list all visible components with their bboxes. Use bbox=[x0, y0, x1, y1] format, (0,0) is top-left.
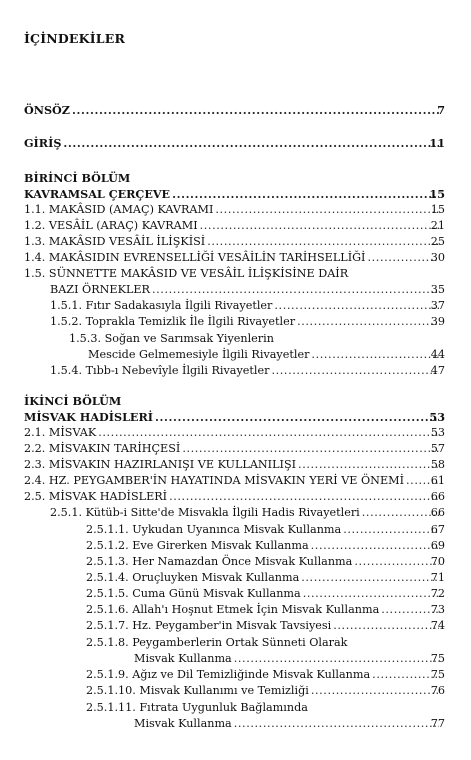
dot-leader bbox=[152, 282, 439, 298]
toc-page-number: 15 bbox=[430, 203, 445, 216]
toc-page-number: 72 bbox=[430, 587, 445, 600]
toc-entry bbox=[0, 586, 471, 602]
dot-leader bbox=[372, 667, 439, 683]
toc-page-number: 74 bbox=[430, 619, 445, 632]
dot-leader bbox=[182, 441, 439, 457]
toc-page-number: 76 bbox=[430, 684, 445, 697]
toc-entry bbox=[0, 425, 471, 441]
toc-page-number: 37 bbox=[430, 299, 445, 312]
dot-leader bbox=[234, 651, 439, 667]
toc-page-number: 61 bbox=[430, 474, 445, 487]
toc-page-number: 77 bbox=[430, 717, 445, 730]
toc-entry bbox=[0, 363, 471, 379]
dot-leader bbox=[63, 135, 439, 151]
toc-entry-title: 1.3. MAKÂSID VESÂİL İLİŞKİSİ bbox=[24, 235, 206, 248]
toc-entry-title: 2.1. MİSVAK bbox=[24, 426, 97, 439]
toc-entry bbox=[0, 602, 471, 618]
toc-page-number: 11 bbox=[429, 136, 445, 150]
dot-leader bbox=[297, 314, 439, 330]
toc-entry-title: 2.3. MİSVAKIN HAZIRLANIŞI VE KULLANILIŞI bbox=[24, 458, 297, 471]
toc-entry-title: 2.5.1.5. Cuma Günü Misvak Kullanma bbox=[86, 587, 301, 600]
toc-page-number: 66 bbox=[430, 490, 445, 503]
toc-entry bbox=[0, 457, 471, 473]
toc-entry-title: 2.5.1.4. Oruçluyken Misvak Kullanma bbox=[86, 571, 300, 584]
toc-entry-title: BİRİNCİ BÖLÜM bbox=[24, 171, 131, 185]
toc-page-number: 7 bbox=[437, 103, 445, 117]
toc-page-number: 67 bbox=[430, 523, 445, 536]
toc-entry bbox=[0, 135, 471, 151]
toc-entry-title: 2.5.1.3. Her Namazdan Önce Misvak Kullanma bbox=[86, 555, 353, 568]
dot-leader bbox=[98, 425, 439, 441]
toc-entry bbox=[0, 409, 471, 425]
toc-entry-title: 2.5.1.2. Eve Girerken Misvak Kullanma bbox=[86, 539, 309, 552]
toc-entry-title: 1.5.1. Fıtır Sadakasıyla İlgili Rivayetler bbox=[50, 299, 273, 312]
page-title: İÇİNDEKİLER bbox=[24, 31, 126, 46]
dot-leader bbox=[354, 554, 439, 570]
toc-entry bbox=[0, 683, 471, 699]
dot-leader bbox=[343, 522, 439, 538]
toc-entry bbox=[0, 570, 471, 586]
toc-entry bbox=[0, 347, 471, 363]
toc-entry-title: 2.5.1.7. Hz. Peygamber'in Misvak Tavsiyesi bbox=[86, 619, 332, 632]
toc-entry bbox=[0, 250, 471, 266]
toc-page-number: 70 bbox=[430, 555, 445, 568]
toc-entry bbox=[0, 218, 471, 234]
toc-page-number: 73 bbox=[430, 603, 445, 616]
toc-page-number: 75 bbox=[430, 668, 445, 681]
dot-leader bbox=[271, 363, 439, 379]
toc-entry bbox=[0, 489, 471, 505]
dot-leader bbox=[311, 683, 439, 699]
toc-entry bbox=[0, 716, 471, 732]
dot-leader bbox=[311, 347, 439, 363]
dot-leader bbox=[303, 586, 439, 602]
dot-leader bbox=[301, 570, 439, 586]
toc-entry bbox=[0, 282, 471, 298]
dot-leader bbox=[207, 234, 439, 250]
toc-entry-title: Misvak Kullanma bbox=[134, 717, 232, 730]
toc-entry bbox=[0, 186, 471, 202]
toc-page-number: 15 bbox=[429, 187, 445, 201]
toc-entry-title: GİRİŞ bbox=[24, 136, 62, 150]
dot-leader bbox=[200, 218, 439, 234]
toc-entry bbox=[0, 522, 471, 538]
toc-entry bbox=[0, 170, 471, 186]
toc-page-number: 44 bbox=[430, 348, 445, 361]
toc-entry bbox=[0, 202, 471, 218]
toc-page-number: 47 bbox=[430, 364, 445, 377]
toc-entry bbox=[0, 393, 471, 409]
toc-entry-title: MİSVAK HADİSLERİ bbox=[24, 410, 153, 424]
toc-entry bbox=[0, 234, 471, 250]
toc-entry-title: Mescide Gelmemesiyle İlgili Rivayetler bbox=[88, 348, 310, 361]
toc-entry-title: 1.1. MAKÂSID (AMAÇ) KAVRAMI bbox=[24, 203, 214, 216]
toc-entry-title: 1.5.3. Soğan ve Sarımsak Yiyenlerin bbox=[69, 332, 274, 345]
dot-leader bbox=[72, 102, 439, 118]
toc-entry-title: 2.5.1.6. Allah'ı Hoşnut Etmek İçin Misvak Kullanma bbox=[86, 603, 380, 616]
toc-entry bbox=[0, 266, 471, 282]
toc-entry-title: KAVRAMSAL ÇERÇEVE bbox=[24, 187, 171, 201]
toc-entry bbox=[0, 651, 471, 667]
toc-entry bbox=[0, 298, 471, 314]
dot-leader bbox=[155, 409, 439, 425]
toc-entry bbox=[0, 618, 471, 634]
toc-page-number: 58 bbox=[430, 458, 445, 471]
toc-entry bbox=[0, 667, 471, 683]
toc-entry-title: 1.5.2. Toprakla Temizlik İle İlgili Rivayetler bbox=[50, 315, 296, 328]
toc-entry-title: Misvak Kullanma bbox=[134, 652, 232, 665]
toc-page-number: 35 bbox=[430, 283, 445, 296]
toc-page-number: 25 bbox=[430, 235, 445, 248]
toc-page-number: 57 bbox=[430, 442, 445, 455]
toc-entry bbox=[0, 441, 471, 457]
toc-entry bbox=[0, 554, 471, 570]
toc-page-number: 39 bbox=[430, 315, 445, 328]
dot-leader bbox=[215, 202, 439, 218]
toc-entry-title: 2.5. MİSVAK HADİSLERİ bbox=[24, 490, 168, 503]
toc-entry-title: 1.4. MAKÂSIDIN EVRENSELLİĞİ VESÂİLİN TARİHSELLİĞİ bbox=[24, 251, 366, 264]
toc-entry-title: ÖNSÖZ bbox=[24, 103, 70, 117]
toc-entry-title: 1.5. SÜNNETTE MAKÂSID VE VESÂİL İLİŞKİSİNE DAİR bbox=[24, 267, 349, 280]
toc-page-number: 53 bbox=[430, 426, 445, 439]
toc-page-number: 71 bbox=[430, 571, 445, 584]
dot-leader bbox=[298, 457, 439, 473]
dot-leader bbox=[367, 250, 439, 266]
toc-entry-title: 2.5.1. Kütüb-i Sitte'de Misvakla İlgili Hadis Rivayetleri bbox=[50, 506, 360, 519]
toc-entry bbox=[0, 505, 471, 521]
dot-leader bbox=[311, 538, 439, 554]
toc-entry-title: 2.5.1.11. Fıtrata Uygunluk Bağlamında bbox=[86, 701, 308, 714]
dot-leader bbox=[274, 298, 439, 314]
toc-entry-title: 1.5.4. Tıbb-ı Nebevîyle İlgili Rivayetler bbox=[50, 364, 270, 377]
toc-entry-title: 2.5.1.1. Uykudan Uyanınca Misvak Kullanma bbox=[86, 523, 342, 536]
toc-page-number: 53 bbox=[429, 410, 445, 424]
toc-entry bbox=[0, 314, 471, 330]
toc-page-number: 69 bbox=[430, 539, 445, 552]
toc-entry bbox=[0, 331, 471, 347]
toc-entry-title: 2.2. MİSVAKIN TARİHÇESİ bbox=[24, 442, 181, 455]
dot-leader bbox=[169, 489, 439, 505]
toc-entry-title: 1.2. VESÂİL (ARAÇ) KAVRAMI bbox=[24, 219, 198, 232]
dot-leader bbox=[234, 716, 439, 732]
toc-entry-title: 2.5.1.9. Ağız ve Dil Temizliğinde Misvak Kullanma bbox=[86, 668, 371, 681]
dot-leader bbox=[172, 186, 439, 202]
toc-entry bbox=[0, 635, 471, 651]
toc-page-number: 30 bbox=[430, 251, 445, 264]
toc-entry bbox=[0, 538, 471, 554]
toc-entry bbox=[0, 700, 471, 716]
toc-entry-title: 2.5.1.10. Misvak Kullanımı ve Temizliği bbox=[86, 684, 309, 697]
toc-entry-title: 2.5.1.8. Peygamberlerin Ortak Sünneti Olarak bbox=[86, 636, 348, 649]
dot-leader bbox=[333, 618, 439, 634]
toc-entry-title: 2.4. HZ. PEYGAMBER'İN HAYATINDA MİSVAKIN YERİ VE ÖNEMİ bbox=[24, 474, 405, 487]
toc-entry bbox=[0, 102, 471, 118]
toc-entry-title: BAZI ÖRNEKLER bbox=[50, 283, 150, 296]
toc-entry bbox=[0, 473, 471, 489]
dot-leader bbox=[362, 505, 439, 521]
toc-entry-title: İKİNCİ BÖLÜM bbox=[24, 394, 122, 408]
toc-page-number: 75 bbox=[430, 652, 445, 665]
toc-page-number: 21 bbox=[430, 219, 445, 232]
toc-page-number: 66 bbox=[430, 506, 445, 519]
